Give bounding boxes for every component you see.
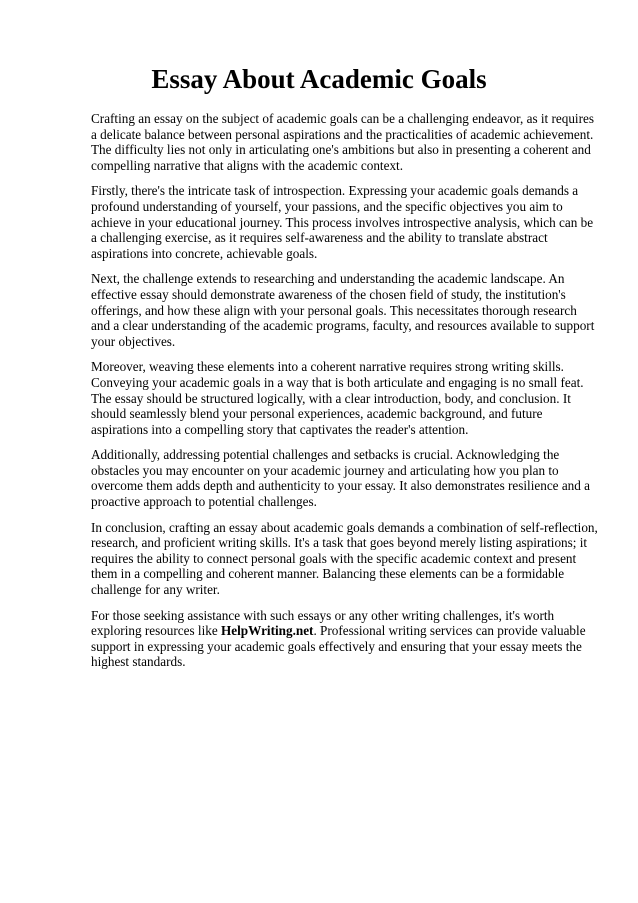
paragraph-conclusion: In conclusion, crafting an essay about academic goals demands a combination of self-reflection, research, and proficient writing skills. It's a task that goes beyond merely listing aspirations; it requires the ability to connect personal goals with the specific academic context and present them in a compelling and coherent manner. Balancing these elements can be a formidable challenge for any writer.: [91, 519, 598, 598]
paragraph-intro: Crafting an essay on the subject of academic goals can be a challenging endeavor, as it requires a delicate balance between personal aspirations and the practicalities of academic achievement. The difficulty lies not only in articulating one's ambitions but also in presenting a coherent and compelling narrative that aligns with the academic context.: [91, 111, 594, 173]
paragraph-introspection: Firstly, there's the intricate task of introspection. Expressing your academic goals demands a profound understanding of yourself, your passions, and the specific objectives you aim to achieve in your educational journey. This process involves introspective analysis, which can be a challenging exercise, as it requires self-awareness and the ability to translate abstract aspirations into concrete, achievable goals.: [91, 183, 594, 261]
closing-text-before: For those seeking assistance with such essays or any other writing challenges, it's worth exploring resources like: [91, 607, 555, 639]
paragraph-narrative: Moreover, weaving these elements into a coherent narrative requires strong writing skills. Conveying your academic goals in a way that is both articulate and engaging is no small feat. The essay should be structured logically, with a clear introduction, body, and conclusion. It should seamlessly blend your personal experiences, academic background, and future aspirations into a compelling story that captivates the reader's attention.: [91, 359, 584, 437]
paragraph-challenges: Additionally, addressing potential challenges and setbacks is crucial. Acknowledging the obstacles you may encounter on your academic journey and articulating how you plan to overcome them adds depth and authenticity to your essay. It also demonstrates resilience and a proactive approach to potential challenges.: [91, 447, 591, 510]
paragraph-research: Next, the challenge extends to researching and understanding the academic landscape. An effective essay should demonstrate awareness of the chosen field of study, the institution's offerings, and how these align with your personal goals. This necessitates thorough research and a clear understanding of the academic programs, faculty, and resources available to support your objectives.: [91, 271, 595, 349]
closing-text-after: . Professional writing services can provide valuable support in expressing your academic goals effectively and ensuring that your essay meets the highest standards.: [91, 623, 586, 670]
document-title: Essay About Academic Goals: [151, 64, 487, 94]
paragraph-closing: [91, 608, 598, 670]
helpwriting-link[interactable]: HelpWriting.net: [221, 623, 314, 639]
